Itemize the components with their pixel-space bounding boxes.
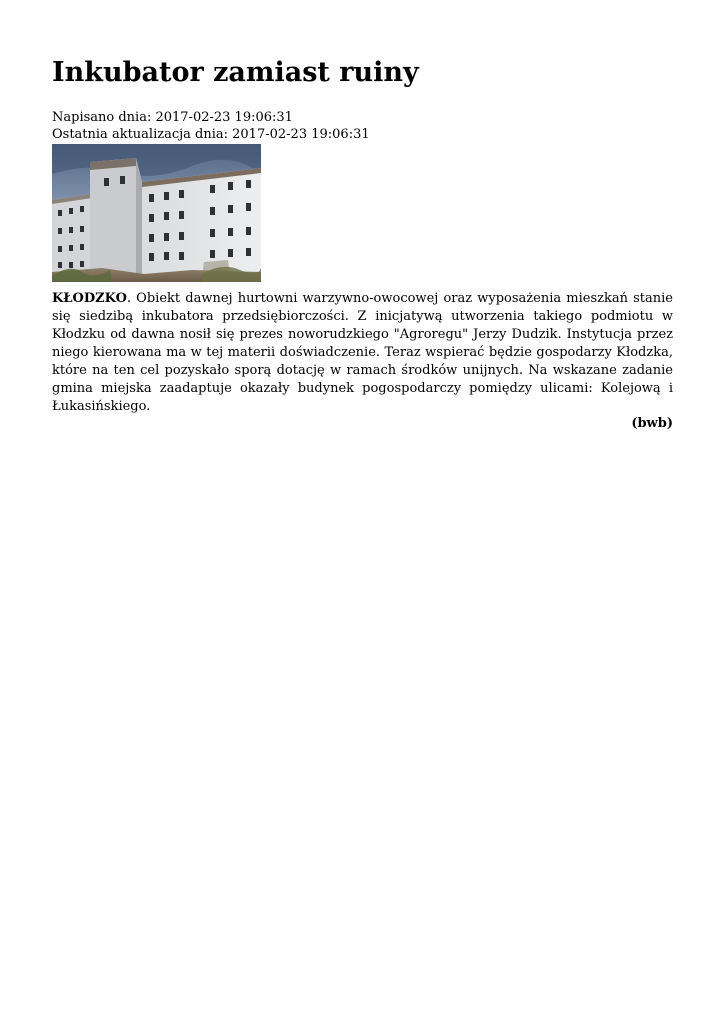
article-lead-place: KŁODZKO — [52, 291, 127, 306]
written-date: Napisano dnia: 2017-02-23 19:06:31 — [52, 110, 293, 125]
updated-date: Ostatnia aktualizacja dnia: 2017-02-23 19:06:31 — [52, 127, 370, 142]
building-photo — [52, 144, 261, 282]
article-text: . Obiekt dawnej hurtowni warzywno-owocowej oraz wyposażenia mieszkań stanie się siedzibą inkubatora przedsiębiorczości. Z inicjatywą utworzenia takiego podmiotu w Kłodzku od dawna nosił się prezes noworudzkiego "Agroregu" Jerzy Dudzik. Instytucja przez niego kierowana ma w tej materii doświadczenie. Teraz wspierać będzie gospodarzy Kłodzka, które na ten cel pozyskało sporą dotację w ramach środków unijnych. Na wskazane zadanie gmina miejska zaadaptuje okazały budynek pogospodarczy pomiędzy ulicami: Kolejową i Łukasińskiego. — [52, 291, 673, 414]
article-signature: (bwb) — [631, 416, 673, 431]
article-title: Inkubator zamiast ruiny — [52, 57, 419, 88]
article-meta — [52, 109, 370, 143]
article-body — [52, 290, 673, 416]
